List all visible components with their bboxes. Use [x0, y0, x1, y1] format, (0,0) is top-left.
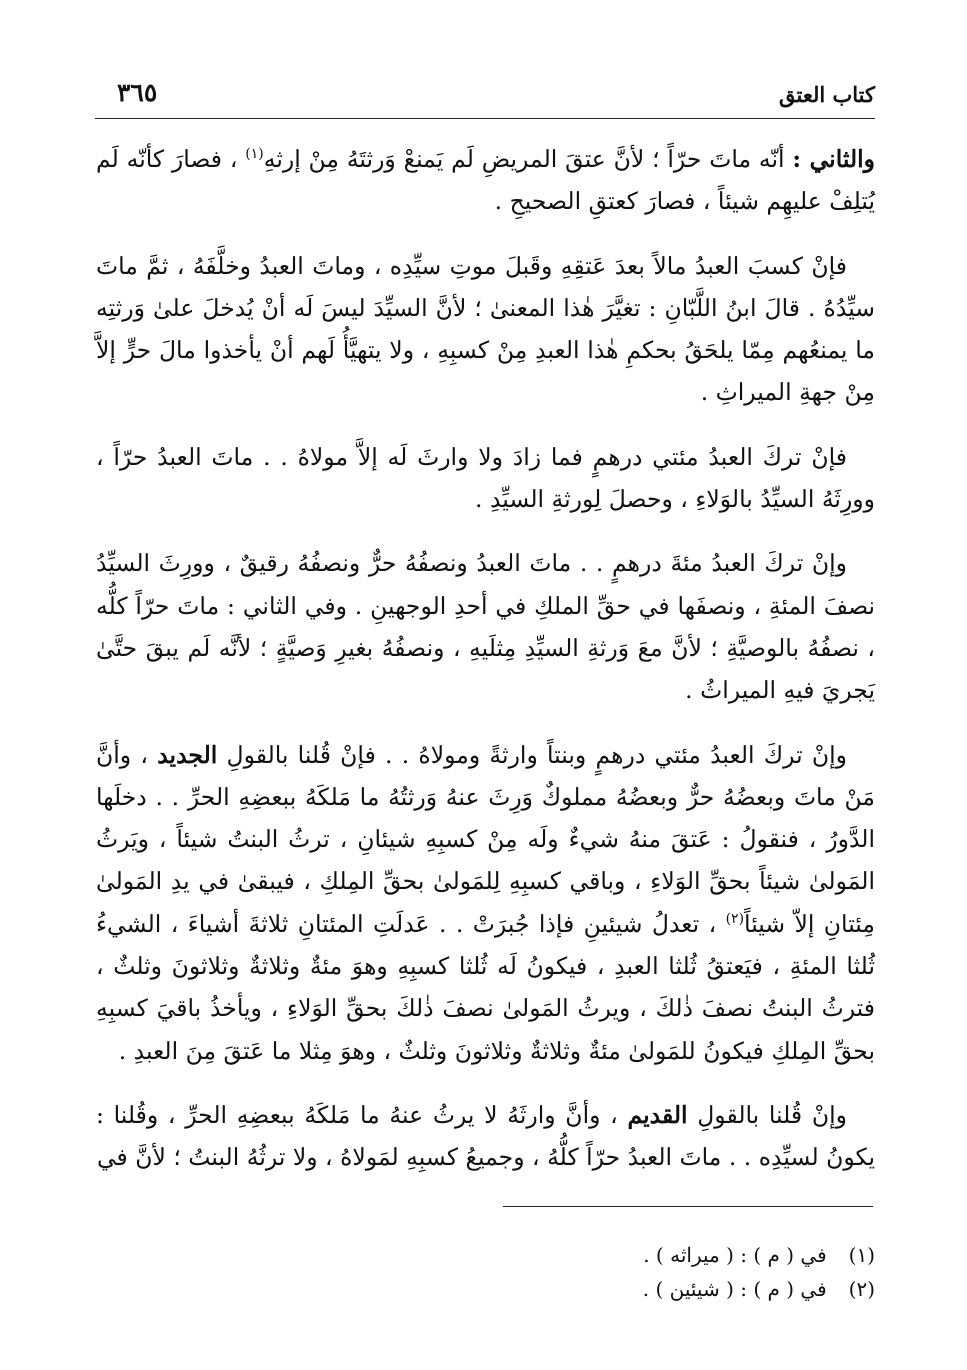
footnote-divider — [503, 1206, 873, 1207]
paragraph-text: ، تعدلُ شيئينِ فإذا جُبرَتْ . . عَدلَتِ المئتانِ ثلاثةَ أشياءَ ، الشيءُ ثُلثا المئةِ ، فيَعتقُ ثُلثا العبدِ ، فيكونُ لَه ثُلثا كسبِهِ وهوَ مئةٌ وثلاثةٌ وثلاثونَ وثلثٌ ، فترثُ البنتُ نصفَ ذٰلكَ ، ويرثُ المَولىٰ نصفَ ذٰلكَ بحقِّ الوَلاءِ ، ويأخذُ باقيَ كسبِهِ بحقِّ المِلكِ فيكونُ للمَولىٰ مئةٌ وثلاثةٌ وثلاثونَ وثلثٌ ، وهوَ مِثلا ما عَتقَ مِنَ العبدِ . — [96, 909, 875, 1065]
footnote-ref: (١) — [245, 146, 264, 163]
paragraph-text: وإنْ تركَ العبدُ مئتي درهمٍ وبنتاً وارثةً ومولاهُ . . فإنْ قُلنا بالقولِ — [226, 740, 848, 769]
footnotes — [96, 1238, 875, 1306]
paragraph-1 — [96, 138, 875, 223]
footnote-text: في ( م ) : ( شيئين ) . — [642, 1277, 827, 1301]
footnote-number: (٢) — [848, 1277, 875, 1301]
paragraph-4: وإنْ تركَ العبدُ مئةَ درهمٍ . . ماتَ العبدُ ونصفُهُ حرٌّ ونصفُهُ رقيقٌ ، وورِثَ السيِّدُ نصفَ المئةِ ، ونصفَها في حقِّ الملكِ في أحدِ الوجهينِ . وفي الثاني : ماتَ حرّاً كلُّه ، نصفُهُ بالوصيَّةِ ؛ لأنَّ معَ وَرثةِ السيِّدِ مِثلَيهِ ، ونصفُهُ بغيرِ وَصيَّةٍ ؛ لأنَّه لَم يبقَ حتَّىٰ يَجريَ فيهِ الميراثُ . — [96, 549, 875, 705]
paragraph-text: أنّه ماتَ حرّاً ؛ لأنَّ عتقَ المريضِ لَم يَمنعْ وَرثتَهُ مِنْ إرثهِ — [263, 145, 785, 173]
page-header — [95, 78, 875, 119]
paragraph-2: فإنْ كسبَ العبدُ مالاً بعدَ عَتقِهِ وقَبلَ موتِ سيِّدِه ، وماتَ العبدُ وخلَّفَهُ ، ثمَّ ماتَ سيِّدُهُ . قالَ ابنُ اللَّبّانِ : تغيَّرَ هٰذا المعنىٰ ؛ لأنَّ السيِّدَ ليسَ لَه أنْ يُدخلَ علىٰ وَرثتِه ما يمنعُهم مِمّا يلحَقُ بحكمِ هٰذا العبدِ مِنْ كسبِهِ ، ولا يتهيَّأُ لَهم أنْ يأخذوا مالَ حرٍّ إلاَّ مِنْ جهةِ الميراثِ . — [96, 251, 875, 407]
paragraph-6 — [96, 1094, 875, 1179]
page-number: ٣٦٥ — [117, 78, 158, 107]
paragraph-lead: والثاني : — [792, 145, 875, 173]
footnote-item — [96, 1272, 875, 1306]
paragraph-text: ، وأنَّ وارثَهُ لا يرثُ عنهُ ما مَلكَهُ ببعضِهِ الحرِّ ، وقُلنا : يكونُ لسيِّدِه . . ماتَ العبدُ حرّاً كلُّهُ ، وجميعُ كسبِهِ لمَولاهُ ، ولا ترثُهُ البنتُ ؛ لأنَّ في — [96, 1100, 875, 1172]
bold-term: الجديد — [157, 740, 218, 769]
footnote-number: (١) — [848, 1243, 875, 1267]
running-title: كتاب العتق — [778, 82, 875, 107]
main-text — [96, 138, 875, 1201]
paragraph-text: وإنْ قُلنا بالقولِ — [697, 1100, 847, 1129]
paragraph-5 — [96, 734, 875, 1072]
footnote-item — [96, 1238, 875, 1272]
paragraph-3: فإنْ تركَ العبدُ مئتي درهمٍ فما زادَ ولا وارثَ لَه إلاَّ مولاهُ . . ماتَ العبدُ حرّاً ، وورِثَهُ السيِّدُ بالوَلاءِ ، وحصلَ لِورثةِ السيِّدِ . — [96, 442, 875, 514]
footnote-text: في ( م ) : ( ميراثه ) . — [643, 1243, 827, 1267]
bold-term: القديم — [627, 1100, 688, 1129]
paragraph-text: ، وأنَّ مَنْ ماتَ وبعضُهُ حرٌّ وبعضُهُ مملوكٌ وَرِثَ عنهُ وَرثتُهُ ما مَلكَهُ ببعضِهِ الحرِّ . . دخلَها الدَّورُ ، فنقولُ : عَتقَ منهُ شيءٌ ولَه مِنْ كسبِهِ شيئانِ ، ترثُ البنتُ شيئاً ، ويَرثُ المَولىٰ شيئاً بحقِّ الوَلاءِ ، وباقي كسبِهِ لِلمَولىٰ بحقِّ المِلكِ ، فيبقىٰ في يدِ المَولىٰ مِئتانِ إلاّ شيئاً — [96, 740, 875, 938]
paragraph-text: ، فصارَ كأنّه لَم يُتلِفْ عليهِم شيئاً ، فصارَ كعتقِ الصحيحِ . — [96, 145, 875, 216]
footnote-ref: (٢) — [725, 910, 745, 927]
